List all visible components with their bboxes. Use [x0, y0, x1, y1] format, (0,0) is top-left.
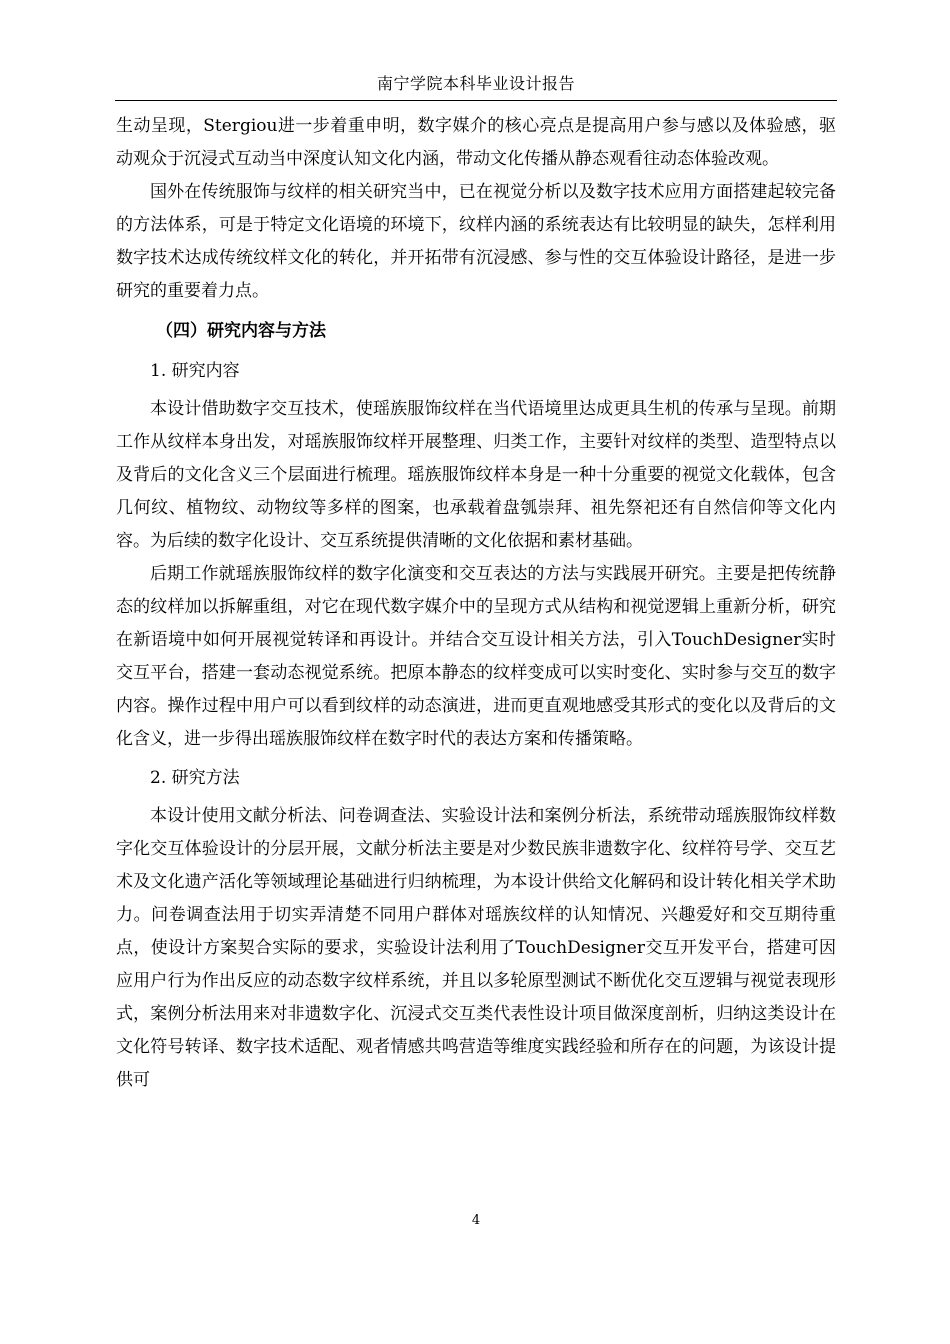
- body-text: [116, 110, 836, 1097]
- section-heading: （四）研究内容与方法: [156, 321, 326, 341]
- running-header: 南宁学院本科毕业设计报告: [376, 74, 575, 93]
- paragraph-research-content-1: 本设计借助数字交互技术，使瑶族服饰纹样在当代语境里达成更具生机的传承与呈现。前期工作从纹样本身出发，对瑶族服饰纹样开展整理、归类工作，主要针对纹样的类型、造型特点以及背后的文化含义三个层面进行梳理。瑶族服饰纹样本身是一种十分重要的视觉文化载体，包含几何纹、植物纹、动物纹等多样的图案，也承载着盘瓠崇拜、祖先祭祀还有自然信仰等文化内容。为后续的数字化设计、交互系统提供清晰的文化依据和素材基础。: [116, 399, 836, 551]
- paragraph-research-content-2: 后期工作就瑶族服饰纹样的数字化演变和交互表达的方法与实践展开研究。主要是把传统静态的纹样加以拆解重组，对它在现代数字媒介中的呈现方式从结构和视觉逻辑上重新分析，研究在新语境中如何开展视觉转译和再设计。并结合交互设计相关方法，引入TouchDesigner实时交互平台，搭建一套动态视觉系统。把原本静态的纹样变成可以实时变化、实时参与交互的数字内容。操作过程中用户可以看到纹样的动态演进，进而更直观地感受其形式的变化以及背后的文化含义，进一步得出瑶族服饰纹样在数字时代的表达方案和传播策略。: [116, 564, 836, 749]
- paragraph-continuation: 生动呈现，Stergiou进一步着重申明，数字媒介的核心亮点是提高用户参与感以及体验感，驱动观众于沉浸式互动当中深度认知文化内涵，带动文化传播从静态观看往动态体验改观。: [116, 116, 836, 169]
- page-number: 4: [471, 1213, 481, 1228]
- paragraph-foreign-research: 国外在传统服饰与纹样的相关研究当中，已在视觉分析以及数字技术应用方面搭建起较完备的方法体系，可是于特定文化语境的环境下，纹样内涵的系统表达有比较明显的缺失，怎样利用数字技术达成传统纹样文化的转化，并开拓带有沉浸感、参与性的交互体验设计路径，是进一步研究的重要着力点。: [116, 182, 836, 301]
- header-rule: [115, 100, 837, 101]
- subheading-research-content: 1. 研究内容: [150, 361, 240, 381]
- subheading-research-methods: 2. 研究方法: [150, 768, 240, 788]
- paragraph-research-methods: 本设计使用文献分析法、问卷调查法、实验设计法和案例分析法，系统带动瑶族服饰纹样数字化交互体验设计的分层开展，文献分析法主要是对少数民族非遗数字化、纹样符号学、交互艺术及文化遗产活化等领域理论基础进行归纳梳理，为本设计供给文化解码和设计转化相关学术助力。问卷调查法用于切实弄清楚不同用户群体对瑶族纹样的认知情况、兴趣爱好和交互期待重点，使设计方案契合实际的要求，实验设计法利用了TouchDesigner交互开发平台，搭建可因应用户行为作出反应的动态数字纹样系统，并且以多轮原型测试不断优化交互逻辑与视觉表现形式，案例分析法用来对非遗数字化、沉浸式交互类代表性设计项目做深度剖析，归纳这类设计在文化符号转译、数字技术适配、观者情感共鸣营造等维度实践经验和所存在的问题，为该设计提供可: [116, 806, 836, 1090]
